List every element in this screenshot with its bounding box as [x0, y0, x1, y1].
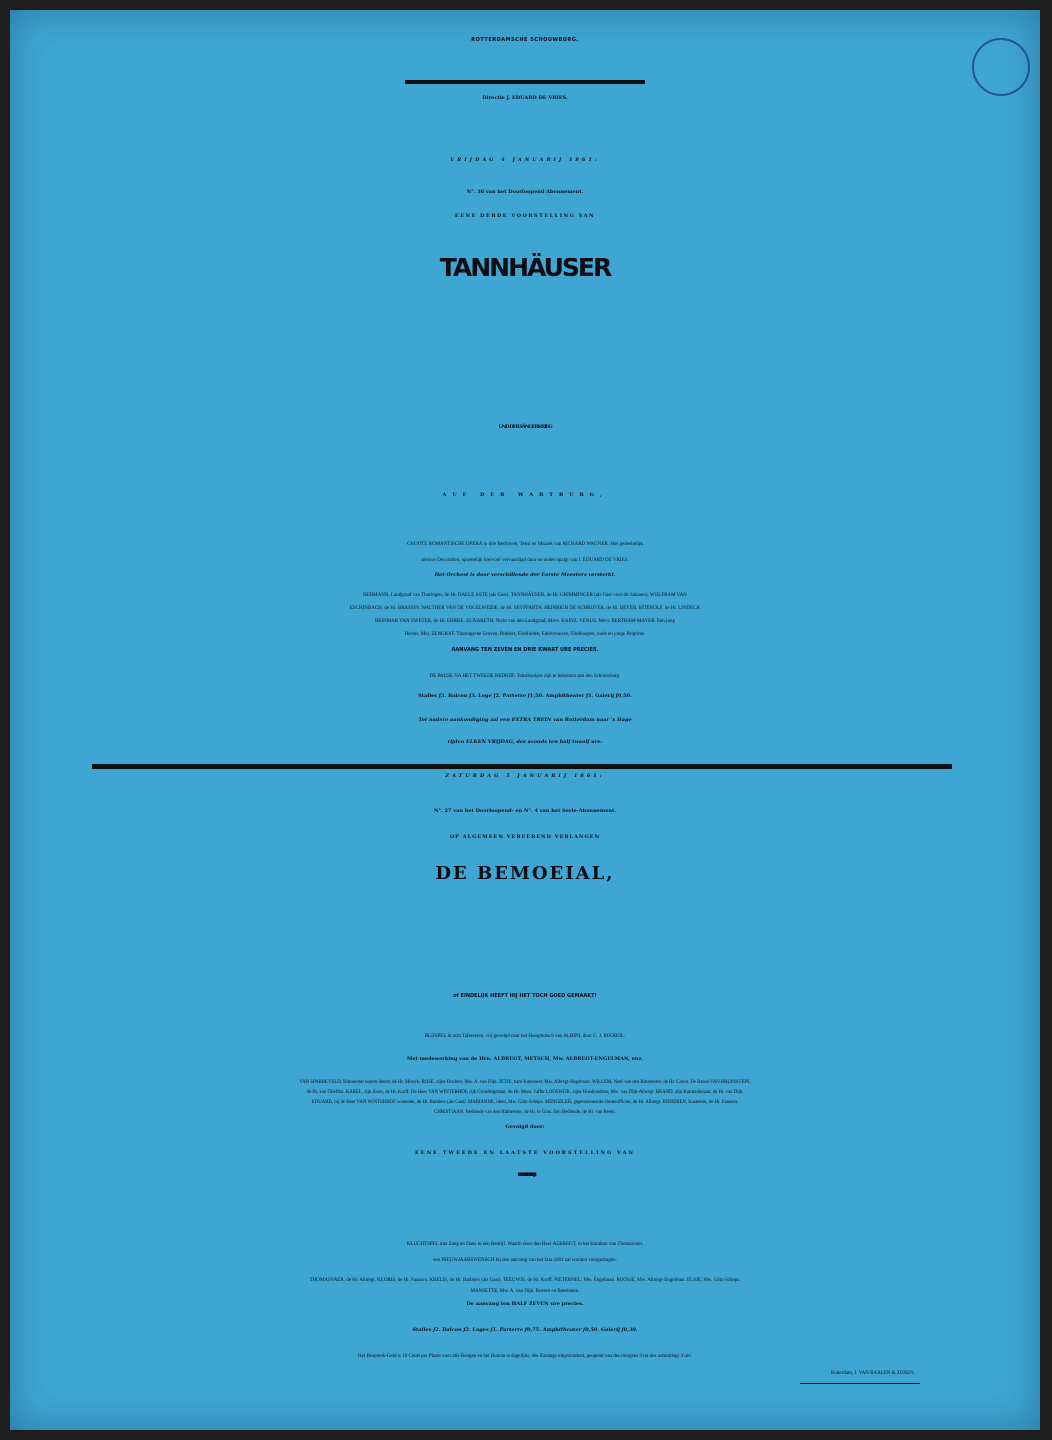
direction-line: Directie J. EDUARD DE VRIES. [482, 95, 568, 101]
library-stamp [972, 38, 1030, 96]
bemoeial-subtitle: of EINDELIJK HEEFT HIJ HET TOCH GOED GEMAAKT! [453, 993, 597, 999]
friday-cast-4: Herder, Mej. ZENGRAF. Thuringsche Graven, Ridders, Edellieden, Edelvrouwen, Edelknapen, oude en jonge Pelgrims. [404, 632, 646, 637]
booking-note: Het Bespreek-Geld is 10 Cents per Plaats voor alle Rangen en het Bureau is dagelijks, des Zondags uitgezonderd, geopend van des morgens 9 tot des namiddags 3 ure. [358, 1354, 692, 1359]
friday-cast-2: ESCHINBACH, de Hr. BRASSIN. WALTHER VAN DE VOGELWEIDE, de Hr. SEYFFARTH. HEINRICH DE SCHRIJVER, de Hr. BEYER. BITEROLF, de Hr. LINDECK [349, 606, 701, 611]
friday-prices: Stalles ƒ3. Balcon ƒ3. Loge ƒ2. Parterre ƒ1,50. Amphitheater ƒ1. Galerij ƒ0,50. [418, 693, 632, 699]
friday-intro: EENE DERDE VOORSTELLING VAN [454, 213, 596, 219]
section-divider [92, 764, 952, 769]
kloris-description-2: een NIEUWJAARSWENSCH bij den aanvang van het Jaar 1861 zal worden voorgedragen. [433, 1258, 617, 1263]
saturday-cast-2: de Hr. van Olleffen. KAREL, zijn Zoon, de Hr. Korff. De Heer VAN WINTERHOF, rijk Grondeigenaar, de Hr. Moor. Juffer LOOSWIJK, zijne Huishoudster, Mw. van Dijk-Albregt. BRAND, zijn Kamerdienaar, de Hr. van Dijk. [306, 1090, 744, 1095]
saturday-date: ZATURDAG 5 JANUARIJ 1861: [445, 773, 605, 779]
saturday-subscription: N°. 27 van het Doorloopend- en N°. 4 van het Serie-Abonnement. [433, 808, 617, 814]
poster-sheet [10, 10, 1040, 1430]
bemoeial-title: DE BEMOEIAL, [435, 863, 615, 884]
train-notice-1: Tot nadere aankondiging zal een EXTRA TREIN van Rotterdam naar 's Hage [418, 717, 632, 723]
friday-date: VRIJDAG 4 JANUARIJ 1861: [450, 157, 600, 163]
friday-cast-3: REINMAR VAN ZWETER, de Hr. EHRKE. ELISABETH, Nicht van den Landgraaf, Mevr. KAINZ. VENUS, Mevr. BERTRAM-MAYER. Een jong [375, 619, 675, 624]
kloris-title: DE BRUILOFT VAN KLORIS EN ROOSJE, [517, 1172, 533, 1178]
train-notice-2: rijden ELKEN VRIJDAG, des avonds ten half twaalf ure. [447, 739, 603, 745]
kloris-intro: EENE TWEEDE EN LAATSTE VOORSTELLING VAN [414, 1150, 635, 1156]
saturday-cast-4: CHRISTIAAN, Bediende van den Ritmeester, de Hr. le Gras. Een Bediende, de Hr. van Beem. [434, 1110, 616, 1115]
bemoeial-cooperation: Met medewerking van de Hrn. ALBREGT, METSCH, Mw. ALBREGT-ENGELMAN, enz. [406, 1056, 644, 1062]
saturday-intro: OP ALGEMEEN VEREEREND VERLANGEN [449, 834, 601, 840]
friday-start-time: AANVANG TEN ZEVEN EN DRIE KWART URE PRECIES. [451, 647, 599, 653]
kloris-description-1: KLUCHTSPEL met Zang en Dans in één Bedrijf. Waarin door den Heer ALBREGT, in het Karakter van Thomasvaer, [406, 1242, 644, 1247]
tannhauser-subtitle-2: AUF DER WARTBURG, [442, 492, 608, 498]
printer-rule [800, 1383, 920, 1384]
saturday-cast-1: VAN SPARREVELD, Ritmeester buiten dienst, de Hr. Metsch. ROSE, zijne Dochter, Mw. A. van Dijk. JETJE, hare Kamenier, Mw. Albregt-Engelman. WILLEM, Neef van den Ritmeester, de Hr. Caron. De Baron VAN BRUINSTEIN, [299, 1080, 751, 1085]
opera-description-2: nieuwe Decoratien, opzettelijk hiervoor vervaardigd door en onder opzigt van J. EDUARD DE VRIES. [421, 558, 629, 563]
printer-credit: Rotterdam, J. VAN BAALEN & ZONEN. [830, 1371, 915, 1376]
tannhauser-subtitle-1: UND DER SÄNGERKRIEG [498, 424, 552, 430]
theatre-name: ROTTERDAMSCHE SCHOUWBURG. [471, 37, 579, 43]
friday-subscription: N°. 36 van het Doorloopend Abonnement. [466, 189, 584, 195]
friday-pause: DE PAUSE NA HET TWEEDE BEDRIJF. Tekstboekjes zijn te bekomen aan den Schouwburg. [429, 674, 621, 679]
bemoeial-genre: BLIJSPEL in acht Tafereelen, vrij gevolgd naar het Hoogduitsch van ALBINI, door C. J. ROOBOL. [424, 1034, 626, 1039]
kloris-cast-2: MANSETTE, Mw. A. van Dijk. Boeren en Boerinnen. [470, 1289, 580, 1294]
followed-by: Gevolgd door: [505, 1124, 545, 1130]
orchestra-note: Het Orchest is door verschillende der Eerste Meesters versterkt. [434, 572, 616, 578]
saturday-start-time: De aanvang ten HALF ZEVEN ure precies. [466, 1301, 584, 1307]
saturday-cast-3: EDUARD, bij de Heer VAN WINTERHOF wonende, de Hr. Barbiers (als Gast). MARIANNE, idem, Mw. Götz-Scheps. MENGELER, gepensioneerde Onderofficier, de Hr. Albregt. BIEBEREN, Kastelein, de Hr. Faassen. [311, 1100, 739, 1105]
tannhauser-title: TANNHÄUSER [439, 253, 611, 282]
saturday-prices: Stalles ƒ2. Balcon ƒ2. Loges ƒ1. Parterre ƒ0,75. Amphitheater ƒ0,50. Galerij ƒ0,30. [412, 1327, 638, 1333]
opera-description-1: GROOTE ROMANTISCHE OPERA in drie Bedrijven, Tekst en Muziek van RICHARD WAGNER. Met gedeeltelijk [407, 542, 643, 547]
header-rule [405, 80, 645, 84]
kloris-cast-1: THOMASVAER, de Hr. Albregt. KLORIS, de Hr. Faassen. KRELIS, de Hr. Barbiers (als Gast). TEEUWIS, de Hr. Korff. PIETERNEL, Mw. Engelman. ROOSJE, Mw. Albregt-Engelman. ELSJE, Mw. Götz-Scheps. [309, 1278, 741, 1283]
friday-cast-1: HERMANN, Landgraaf van Thuringen, de Hr. DALLE ASTE (als Gast). TANNHÄUSER, de Hr. GRIMMINGER (als Gast voor dit Saizoen). WOLFRAM VAN [363, 593, 687, 598]
